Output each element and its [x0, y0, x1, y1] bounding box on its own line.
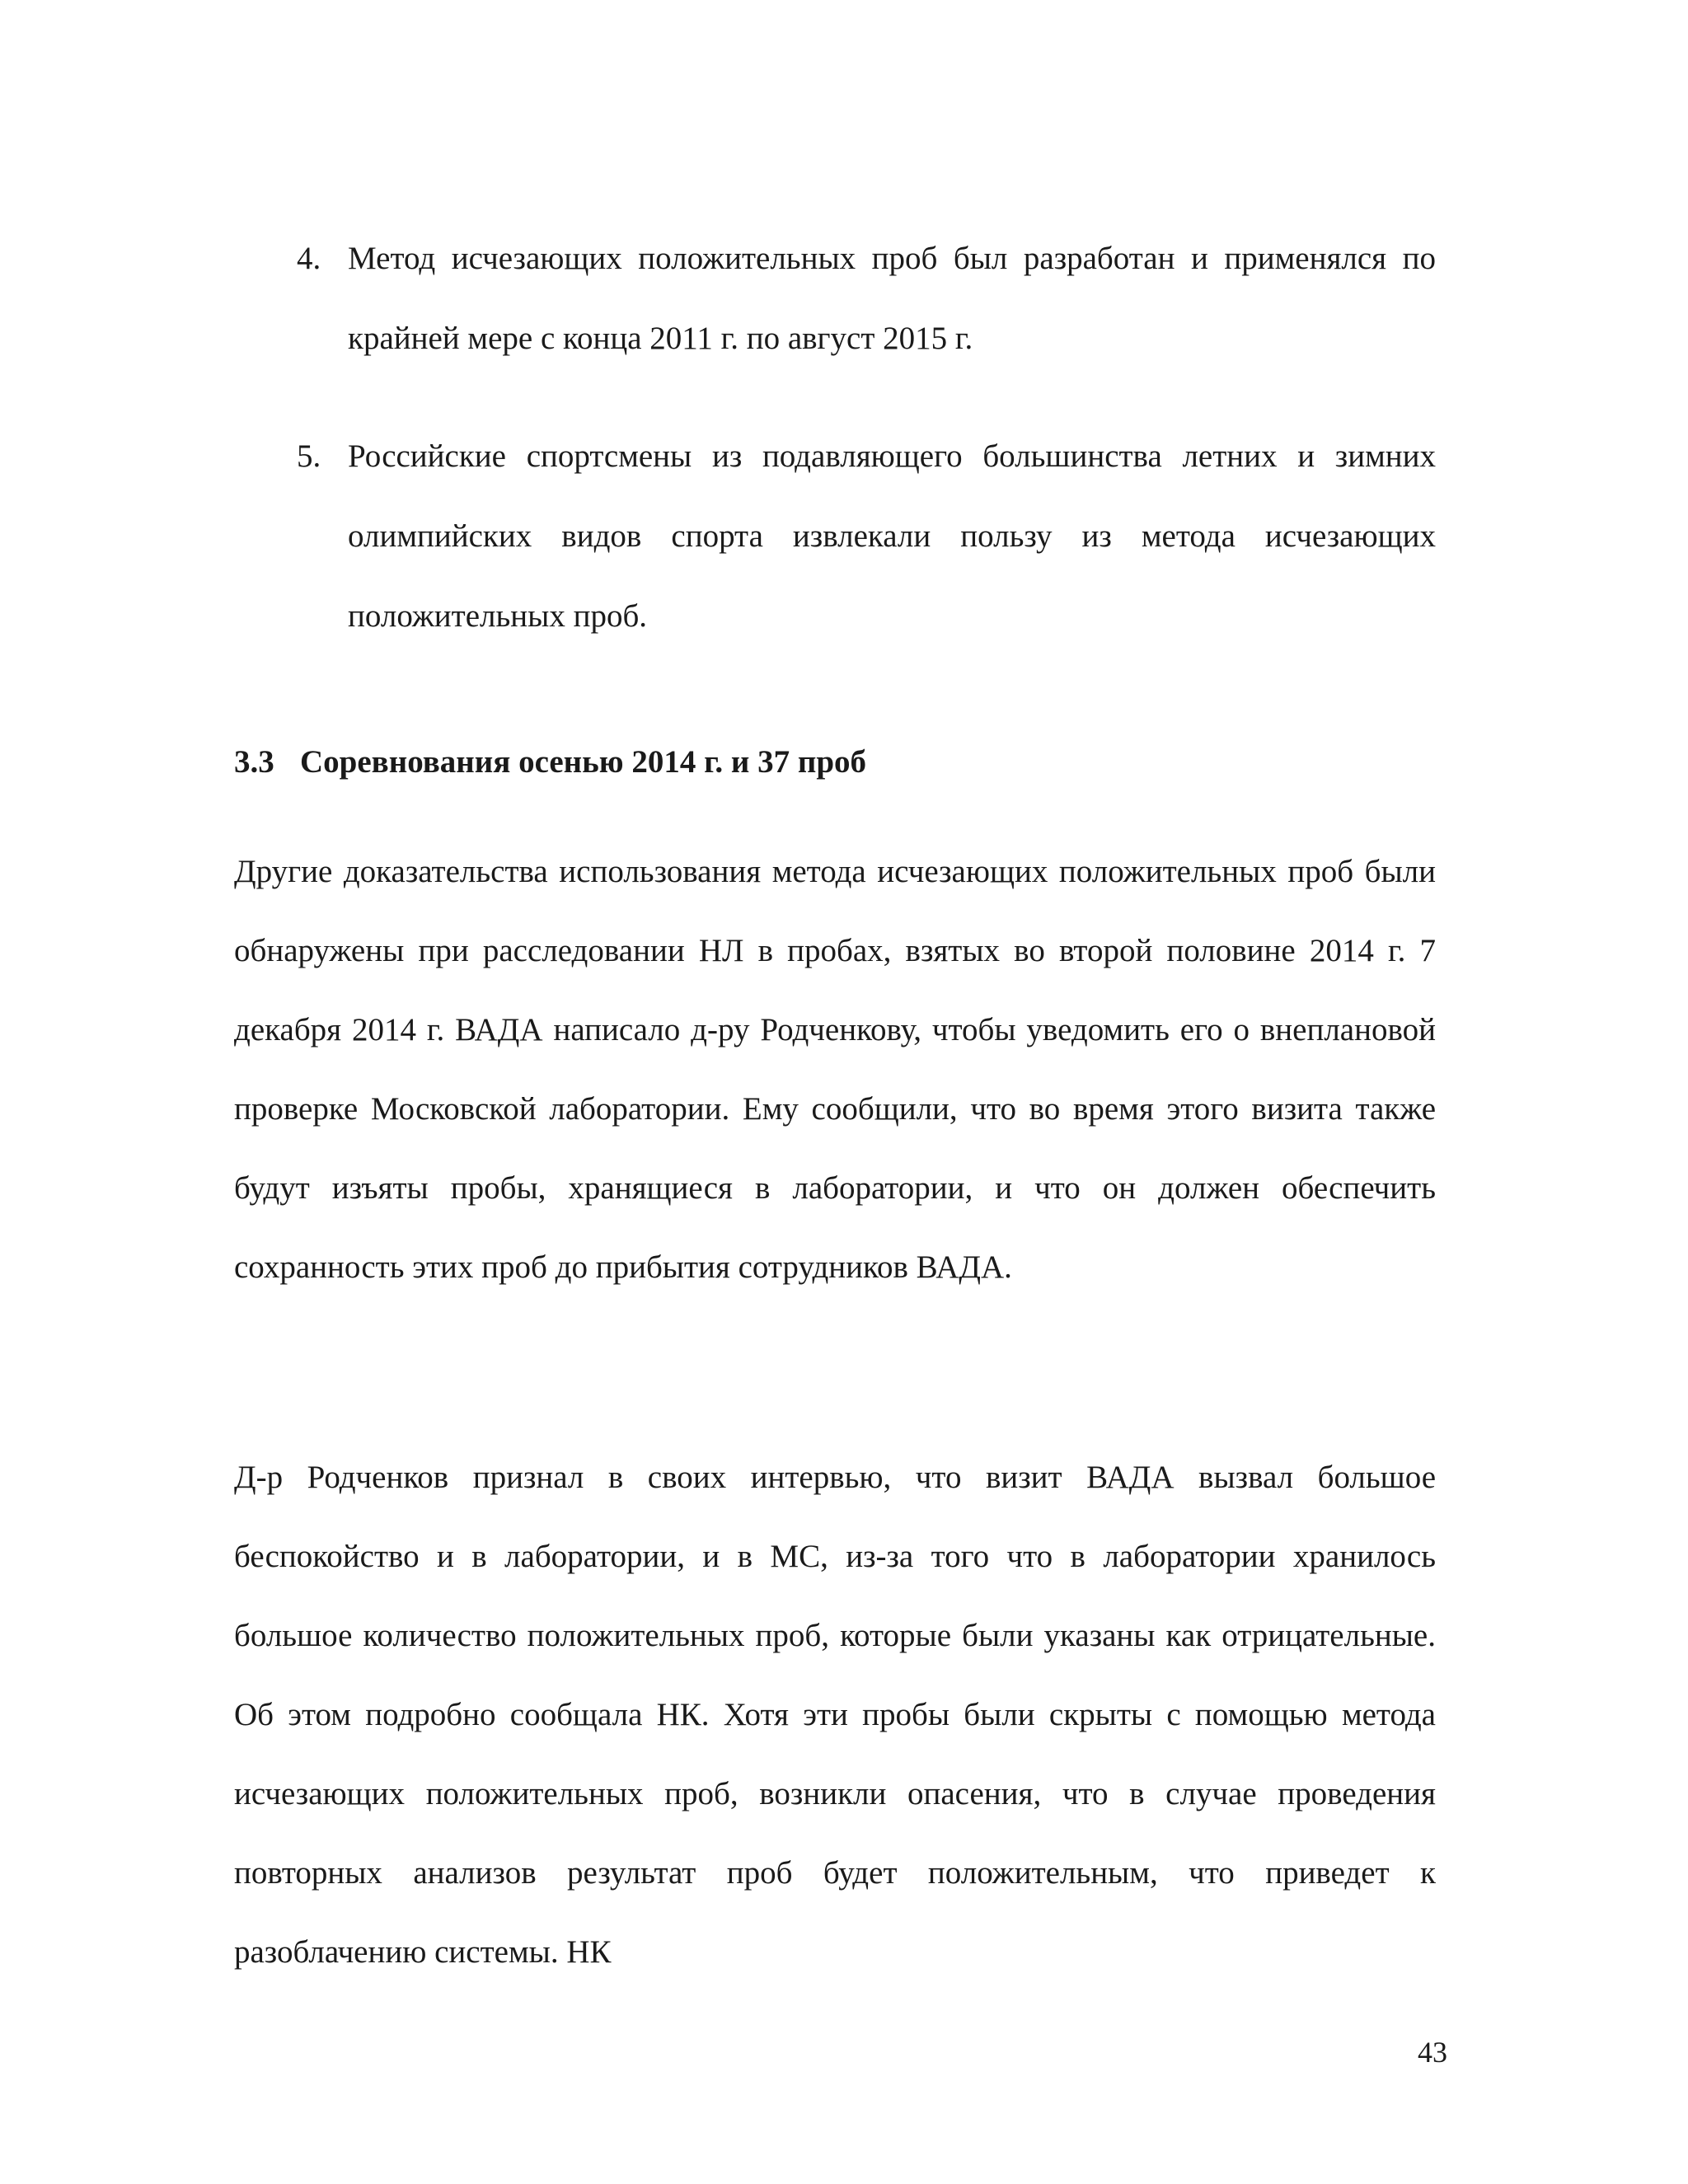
body-paragraph: Другие доказательства использования метода исчезающих положительных проб были обнаружены при расследовании НЛ в пробах, взятых во второй половине 2014 г. 7 декабря 2014 г. ВАДА написало д-ру Родченкову, чтобы уведомить его о внеплановой проверке Московской лаборатории. Ему сообщили, что во время этого визита также будут изъяты пробы, хранящиеся в лаборатории, и что он должен обеспечить сохранность этих проб до прибытия сотрудников ВАДА.	[234, 854, 1436, 1285]
page-number: 43	[1418, 2036, 1447, 2069]
section-title: Соревнования осенью 2014 г. и 37 проб	[300, 744, 867, 780]
list-item-number: 4.	[297, 241, 321, 276]
list-item-number: 5.	[297, 438, 321, 474]
list-item	[297, 416, 1436, 656]
list-item-text: Российские спортсмены из подавляющего большинства летних и зимних олимпийских видов спорта извлекали пользу из метода исчезающих положительных проб.	[348, 438, 1436, 634]
section-number: 3.3	[234, 744, 274, 780]
section-heading	[234, 738, 866, 787]
list-item-text: Метод исчезающих положительных проб был разработан и применялся по крайней мере с конца 2011 г. по август 2015 г.	[348, 241, 1436, 356]
body-paragraph: Д-р Родченков признал в своих интервью, что визит ВАДА вызвал большое беспокойство и в лаборатории, и в МС, из-за того что в лаборатории хранилось большое количество положительных проб, которые были указаны как отрицательные. Об этом подробно сообщала НК. Хотя эти пробы были скрыты с помощью метода исчезающих положительных проб, возникли опасения, что в случае проведения повторных анализов результат проб будет положительным, что приведет к разоблачению системы. НК	[234, 1460, 1436, 1970]
list-item	[297, 218, 1436, 378]
